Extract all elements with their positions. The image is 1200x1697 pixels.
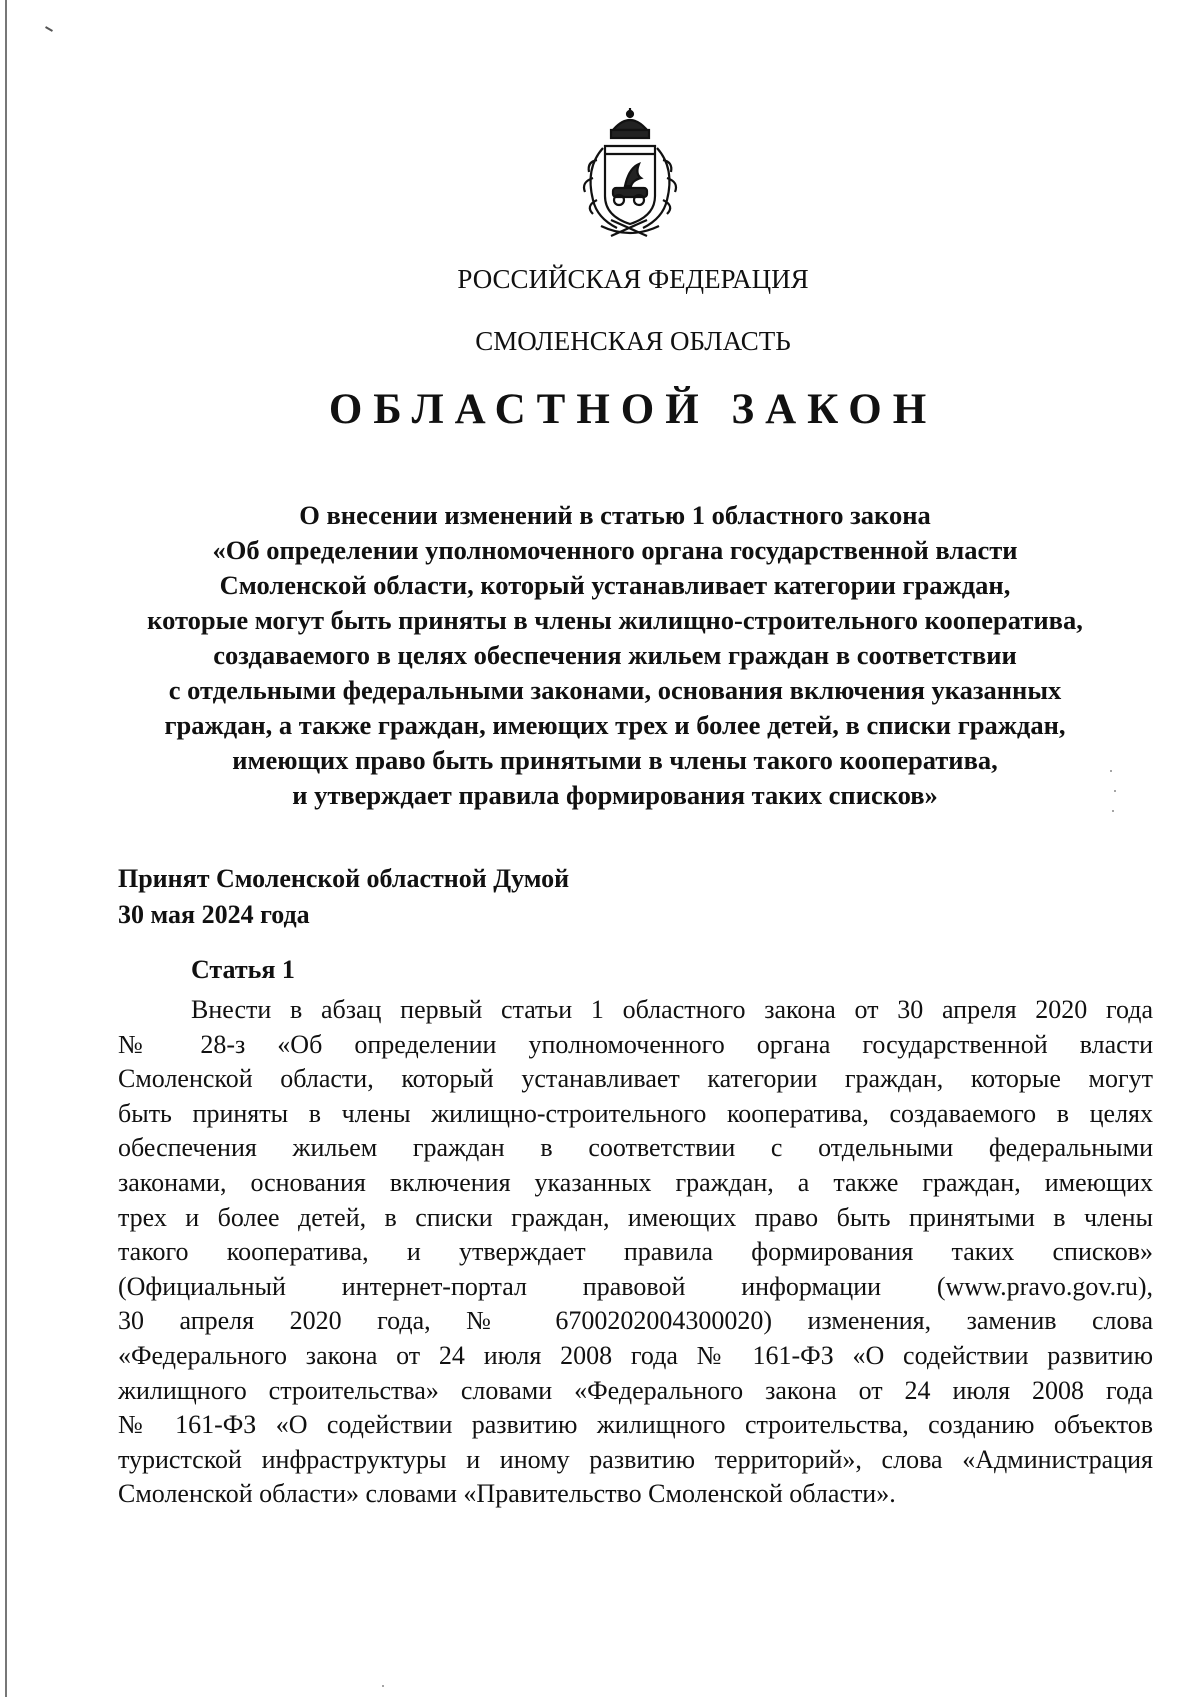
body-line: трех и более детей, в списки граждан, имеющих право быть принятыми в члены	[118, 1202, 1153, 1232]
title-line: О внесении изменений в статью 1 областного закона	[299, 500, 931, 530]
adoption-info	[118, 861, 569, 933]
title-line: которые могут быть приняты в члены жилищно-строительного кооператива,	[147, 605, 1083, 635]
law-title	[120, 498, 1110, 813]
body-line: 30 апреля 2020 года, № 6700202004300020) изменения, заменив слова	[118, 1306, 1153, 1336]
article-body	[118, 993, 1153, 1512]
title-line: имеющих право быть принятыми в члены такого кооператива,	[232, 745, 998, 775]
body-line: законами, основания включения указанных граждан, а также граждан, имеющих	[118, 1167, 1153, 1197]
title-line: создаваемого в целях обеспечения жильем граждан в соответствии	[213, 640, 1017, 670]
adoption-body: Принят Смоленской областной Думой	[118, 864, 570, 893]
document-type: ОБЛАСТНОЙ ЗАКОН	[328, 386, 938, 433]
body-line: Внести в абзац первый статьи 1 областного закона от 30 апреля 2020 года	[191, 995, 1153, 1024]
body-line: обеспечения жильем граждан в соответствии с отдельными федеральными	[118, 1133, 1153, 1163]
title-line: с отдельными федеральными законами, основания включения указанных	[168, 675, 1062, 705]
title-line: Смоленской области, который устанавливает категории граждан,	[219, 570, 1011, 600]
body-line: быть приняты в члены жилищно-строительного кооператива, создаваемого в целях	[118, 1098, 1153, 1128]
body-line: туристской инфраструктуры и иному развитию территорий», слова «Администрация	[118, 1444, 1153, 1474]
title-line: «Об определении уполномоченного органа государственной власти	[212, 535, 1018, 565]
scan-mark	[45, 26, 53, 32]
scan-speck	[1114, 790, 1116, 792]
body-line: Смоленской области» словами «Правительство Смоленской области».	[118, 1479, 896, 1509]
adoption-date: 30 мая 2024 года	[118, 900, 310, 929]
scan-edge-line	[5, 0, 7, 1697]
body-line: Смоленской области, который устанавливает категории граждан, которые могут	[118, 1064, 1153, 1094]
scan-speck	[1112, 810, 1114, 812]
title-line: и утверждает правила формирования таких списков»	[292, 780, 938, 810]
body-line: «Федерального закона от 24 июля 2008 года № 161-ФЗ «О содействии развитию	[118, 1340, 1153, 1370]
smolensk-coat-of-arms-icon	[575, 108, 685, 243]
article-heading: Статья 1	[191, 955, 295, 984]
body-line: жилищного строительства» словами «Федерального закона от 24 июля 2008 года	[118, 1375, 1153, 1405]
scan-speck	[382, 1685, 384, 1687]
body-line: такого кооператива, и утверждает правила формирования таких списков»	[118, 1237, 1153, 1267]
title-line: граждан, а также граждан, имеющих трех и более детей, в списки граждан,	[164, 710, 1066, 740]
region-name: СМОЛЕНСКАЯ ОБЛАСТЬ	[475, 326, 791, 356]
country-name: РОССИЙСКАЯ ФЕДЕРАЦИЯ	[457, 264, 809, 294]
scan-speck	[1110, 770, 1112, 772]
body-line: № 28-з «Об определении уполномоченного органа государственной власти	[118, 1029, 1153, 1059]
body-line: № 161-ФЗ «О содействии развитию жилищного строительства, созданию объектов	[118, 1410, 1153, 1440]
body-line: (Официальный интернет-портал правовой информации (www.pravo.gov.ru),	[118, 1271, 1153, 1301]
